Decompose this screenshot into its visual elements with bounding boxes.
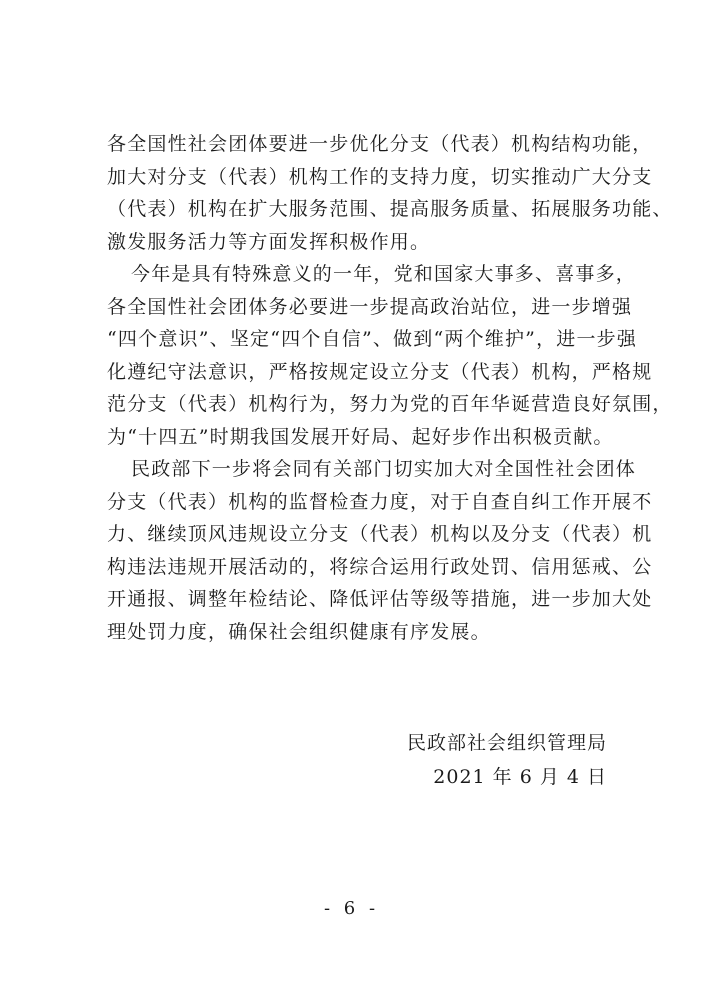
body-line: “四个意识”、坚定“四个自信”、做到“两个维护”，进一步强 — [107, 328, 638, 350]
body-line: 分支（代表）机构的监督检查力度，对于自查自纠工作开展不 — [107, 490, 653, 513]
body-line: 各全国性社会团体务必要进一步提高政治站位，进一步增强 — [107, 295, 633, 318]
body-line: 加大对分支（代表）机构工作的支持力度，切实推动广大分支 — [107, 165, 653, 188]
body-line: 力、继续顶风违规设立分支（代表）机构以及分支（代表）机 — [107, 523, 653, 545]
body-line: 范分支（代表）机构行为，努力为党的百年华诞营造良好氛围， — [107, 393, 673, 415]
body-line: 各全国性社会团体要进一步优化分支（代表）机构结构功能， — [107, 133, 653, 155]
body-line: 开通报、调整年检结论、降低评估等级等措施，进一步加大处 — [107, 588, 653, 610]
body-line: 化遵纪守法意识，严格按规定设立分支（代表）机构，严格规 — [107, 360, 653, 383]
signature-block — [407, 726, 607, 794]
body-line: 为“十四五”时期我国发展开好局、起好步作出积极贡献。 — [107, 425, 614, 448]
body-line: 今年是具有特殊意义的一年，党和国家大事多、喜事多， — [131, 263, 637, 285]
body-line: 构违法违规开展活动的，将综合运用行政处罚、信用惩戒、公 — [107, 555, 653, 578]
body-line: 理处罚力度，确保社会组织健康有序发展。 — [107, 620, 491, 643]
issuing-organization: 民政部社会组织管理局 — [406, 732, 607, 754]
body-line: 民政部下一步将会同有关部门切实加大对全国性社会团体 — [131, 458, 637, 480]
page-number: - 6 - — [323, 898, 380, 919]
body-line: （代表）机构在扩大服务范围、提高服务质量、拓展服务功能、 — [107, 198, 673, 220]
body-line: 激发服务活力等方面发挥积极作用。 — [107, 230, 431, 253]
document-body — [107, 128, 673, 648]
issue-date: 2021 年 6 月 4 日 — [433, 766, 607, 788]
